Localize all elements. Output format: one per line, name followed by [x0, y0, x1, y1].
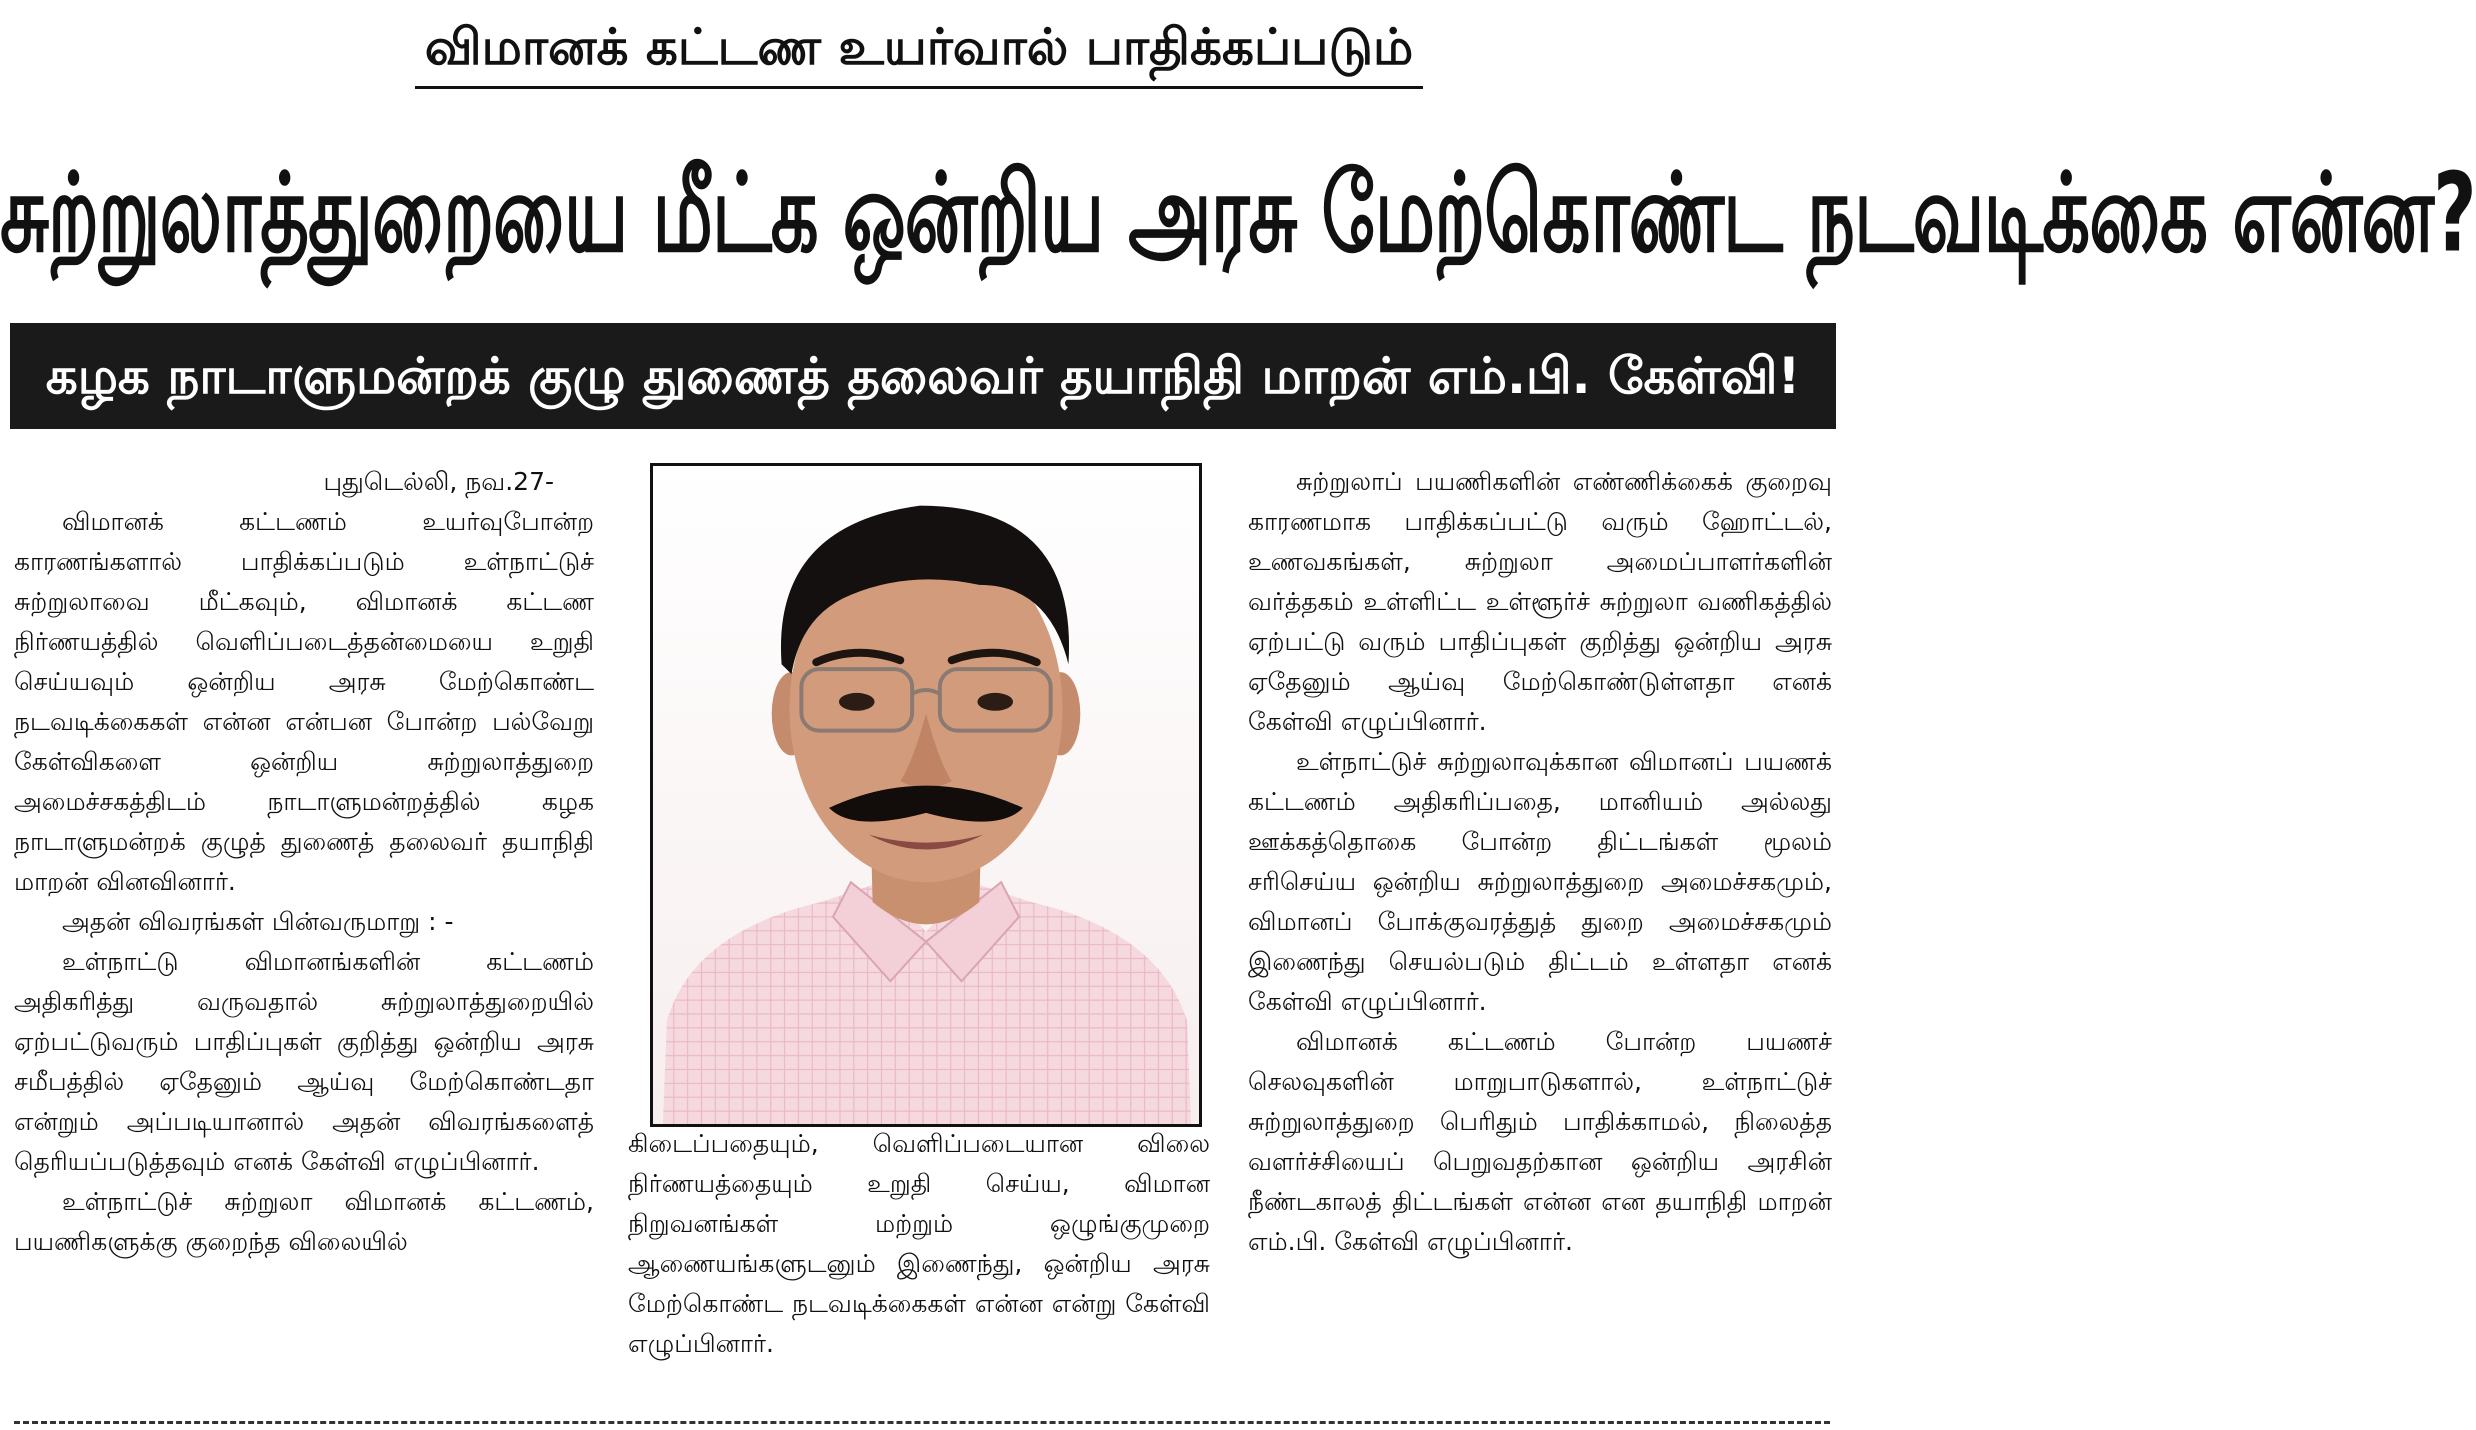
- article-column-left: [14, 462, 594, 1262]
- kicker-text: விமானக் கட்டண உயர்வால் பாதிக்கப்படும்: [415, 14, 1424, 89]
- main-headline: சுற்றுலாத்துறையை மீட்க ஒன்றிய அரசு மேற்கொண்ட நடவடிக்கை என்ன?: [0, 149, 2476, 277]
- paragraph: உள்நாட்டுச் சுற்றுலா விமானக் கட்டணம், பயணிகளுக்கு குறைந்த விலையில்: [14, 1187, 594, 1256]
- dateline: புதுடெல்லி, நவ.27-: [323, 467, 554, 496]
- subheadline-banner: கழக நாடாளுமன்றக் குழு துணைத் தலைவர் தயாநிதி மாறன் எம்.பி. கேள்வி!: [10, 323, 1836, 429]
- footer-dashed-divider: [14, 1421, 1830, 1424]
- portrait-photo-icon: [653, 466, 1199, 1124]
- paragraph: கிடைப்பதையும், வெளிப்படையான விலை நிர்ணயத்தையும் உறுதி செய்ய, விமான நிறுவனங்கள் மற்றும் ஒழுங்குமுறை ஆணையங்களுடனும் இணைந்து, ஒன்றிய அரசு மேற்கொண்ட நடவடிக்கைகள் என்ன என்று கேள்வி எழுப்பினார்.: [628, 1129, 1210, 1358]
- paragraph: உள்நாட்டு விமானங்களின் கட்டணம் அதிகரித்து வருவதால் சுற்றுலாத்துறையில் ஏற்பட்டுவரும் பாதிப்புகள் குறித்து ஒன்றிய அரசு சமீபத்தில் ஏதேனும் ஆய்வு மேற்கொண்டதா என்றும் அப்படியானால் அதன் விவரங்களைத் தெரியப்படுத்தவும் எனக் கேள்வி எழுப்பினார்.: [14, 947, 594, 1176]
- portrait-photo: [650, 463, 1202, 1127]
- article-column-middle: [628, 1124, 1210, 1364]
- paragraph: விமானக் கட்டணம் உயர்வுபோன்ற காரணங்களால் பாதிக்கப்படும் உள்நாட்டுச் சுற்றுலாவை மீட்கவும், விமானக் கட்டண நிர்ணயத்தில் வெளிப்படைத்தன்மையை உறுதி செய்யவும் ஒன்றிய அரசு மேற்கொண்ட நடவடிக்கைகள் என்ன என்பன போன்ற பல்வேறு கேள்விகளை ஒன்றிய சுற்றுலாத்துறை அமைச்சகத்திடம் நாடாளுமன்றத்தில் கழக நாடாளுமன்றக் குழுத் துணைத் தலைவர் தயாநிதி மாறன் வினவினார்.: [14, 507, 594, 896]
- paragraph: அதன் விவரங்கள் பின்வருமாறு : -: [62, 907, 454, 936]
- paragraph: உள்நாட்டுச் சுற்றுலாவுக்கான விமானப் பயணக் கட்டணம் அதிகரிப்பதை, மானியம் அல்லது ஊக்கத்தொகை போன்ற திட்டங்கள் மூலம் சரிசெய்ய ஒன்றிய சுற்றுலாத்துறை அமைச்சகமும், விமானப் போக்குவரத்துத் துறை அமைச்சகமும் இணைந்து செயல்படும் திட்டம் உள்ளதா எனக் கேள்வி எழுப்பினார்.: [1248, 747, 1832, 1016]
- article-column-right: [1248, 462, 1832, 1262]
- paragraph: விமானக் கட்டணம் போன்ற பயணச் செலவுகளின் மாறுபாடுகளால், உள்நாட்டுச் சுற்றுலாத்துறை பெரிதும் பாதிக்காமல், நிலைத்த வளர்ச்சியைப் பெறுவதற்கான ஒன்றிய அரசின் நீண்டகாலத் திட்டங்கள் என்ன என தயாநிதி மாறன் எம்.பி. கேள்வி எழுப்பினார்.: [1248, 1027, 1832, 1256]
- paragraph: சுற்றுலாப் பயணிகளின் எண்ணிக்கைக் குறைவு காரணமாக பாதிக்கப்பட்டு வரும் ஹோட்டல், உணவகங்கள், சுற்றுலா அமைப்பாளர்களின் வர்த்தகம் உள்ளிட்ட உள்ளூர்ச் சுற்றுலா வணிகத்தில் ஏற்பட்டு வரும் பாதிப்புகள் குறித்து ஒன்றிய அரசு ஏதேனும் ஆய்வு மேற்கொண்டுள்ளதா எனக் கேள்வி எழுப்பினார்.: [1248, 467, 1832, 736]
